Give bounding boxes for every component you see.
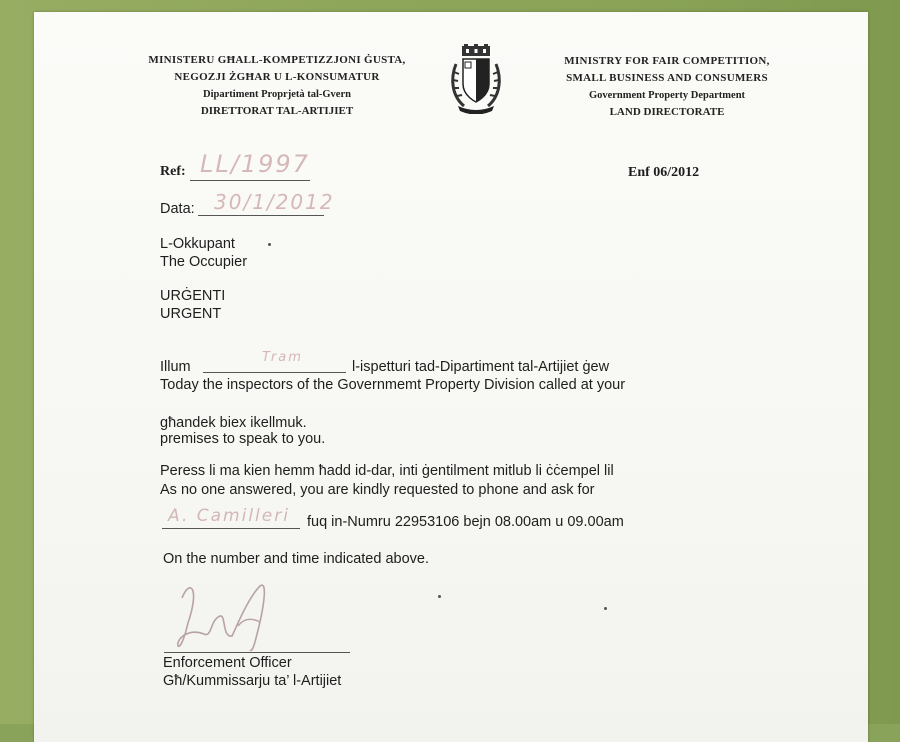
header-maltese <box>112 52 442 120</box>
body-illum-handwritten: Tram <box>262 350 303 365</box>
header-en-department: Government Property Department <box>588 90 746 101</box>
ref-underline <box>190 180 310 181</box>
date-handwritten-value: 30/1/2012 <box>214 190 335 214</box>
header-en-ministry-line1: MINISTRY FOR FAIR COMPETITION, <box>564 55 770 67</box>
header-mt-ministry-line2: NEGOZJI ŻGĦAR U L-KONSUMATUR <box>174 71 380 83</box>
header-mt-ministry-line1: MINISTERU GĦALL-KOMPETIZZJONI ĠUSTA, <box>148 54 406 66</box>
body-line3-maltese: Peress li ma kien hemm ħadd id-dar, inti ġentilment mitlub li ċċempel lil <box>160 463 614 479</box>
body-line2-maltese: għandek biex ikellmuk. <box>160 415 307 431</box>
paper-speck <box>438 595 441 598</box>
malta-coat-of-arms-icon <box>448 44 504 114</box>
ref-label: Ref: <box>160 164 186 179</box>
body-line1-english: Today the inspectors of the Governmemt Property Division called at your <box>160 377 626 393</box>
body-line1-maltese: l-ispetturi tad-Dipartiment tal-Artijiet ġew <box>352 359 610 375</box>
header-en-ministry-line2: SMALL BUSINESS AND CONSUMERS <box>566 72 768 84</box>
header-mt-department: Dipartiment Proprjetà tal-Gvern <box>203 89 351 100</box>
signature-subtitle: Għ/Kummissarju ta’ l-Artijiet <box>163 673 342 689</box>
body-contact-underline <box>162 528 300 529</box>
body-line5-english: On the number and time indicated above. <box>163 551 429 567</box>
header-en-directorate: LAND DIRECTORATE <box>609 106 725 118</box>
signature-title: Enforcement Officer <box>163 655 292 671</box>
paper-speck <box>268 243 271 246</box>
body-line2-english: premises to speak to you. <box>160 431 326 447</box>
date-underline <box>198 215 324 216</box>
body-contact-handwritten: A. Camilleri <box>168 506 290 526</box>
urgent-english: URGENT <box>160 306 222 322</box>
signature-line <box>164 652 350 653</box>
enforcement-reference: Enf 06/2012 <box>628 165 700 180</box>
body-line3-english: As no one answered, you are kindly requested to phone and ask for <box>160 482 595 498</box>
header-mt-directorate: DIRETTORAT TAL-ARTIJIET <box>200 105 354 117</box>
date-label: Data: <box>160 201 195 217</box>
body-illum-underline <box>203 372 346 373</box>
addressee-english: The Occupier <box>160 254 248 270</box>
body-line4-phone: fuq in-Numru 22953106 bejn 08.00am u 09.00am <box>307 514 624 530</box>
body-illum: Illum <box>160 359 191 375</box>
header-english <box>528 53 806 121</box>
urgent-maltese: URĠENTI <box>160 288 226 304</box>
ref-handwritten-value: LL/1997 <box>200 150 310 178</box>
signature-mark <box>160 568 310 660</box>
paper-speck <box>604 607 607 610</box>
addressee-maltese: L-Okkupant <box>160 236 235 252</box>
